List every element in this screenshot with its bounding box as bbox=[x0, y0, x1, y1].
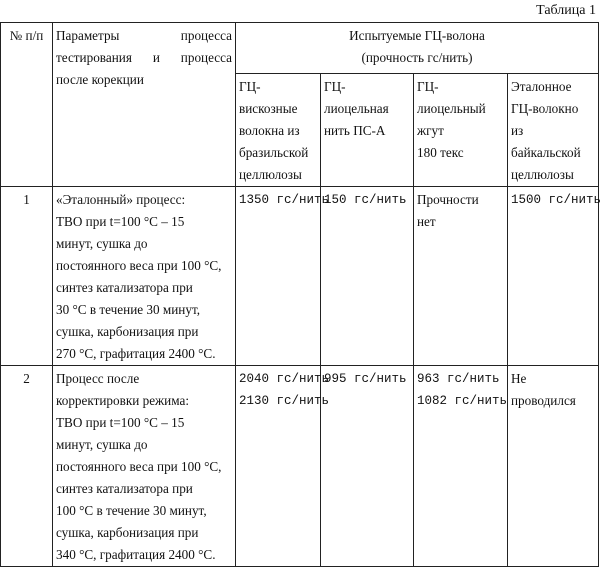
row-num: 2 bbox=[1, 366, 53, 567]
cell-line: «Эталонный» процесс: bbox=[56, 192, 186, 207]
row-num: 1 bbox=[1, 187, 53, 366]
cell-line: Эталонное bbox=[511, 79, 572, 94]
cell-line: вискозные bbox=[239, 101, 298, 116]
row-col2 bbox=[321, 187, 414, 366]
cell-line: ГЦ- bbox=[239, 79, 261, 94]
cell-line: лиоцельный bbox=[417, 101, 486, 116]
header-row bbox=[1, 23, 599, 74]
header-col3 bbox=[414, 74, 508, 187]
cell-line: бразильской bbox=[239, 145, 309, 160]
cell-line: ТВО при t=100 °С – 15 bbox=[56, 415, 185, 430]
row-params bbox=[53, 187, 236, 366]
row-col1 bbox=[236, 366, 330, 567]
row-col3 bbox=[414, 187, 508, 366]
header-col1 bbox=[236, 74, 321, 187]
cell-line: ГЦ-волокно bbox=[511, 101, 579, 116]
cell-line: целлюлозы bbox=[239, 167, 302, 182]
cell-line: волокна из bbox=[239, 123, 300, 138]
cell-line: 1350 гс/нить bbox=[239, 193, 330, 207]
cell-line: нить ПС-А bbox=[324, 123, 386, 138]
cell-line: ГЦ- bbox=[324, 79, 346, 94]
cell-line: сушка, карбонизация при bbox=[56, 525, 199, 540]
cell-line: проводился bbox=[511, 393, 576, 408]
cell-line: 1082 гс/нить bbox=[417, 394, 508, 408]
cell-line: минут, сушка до bbox=[56, 437, 148, 452]
cell-line: жгут bbox=[417, 123, 444, 138]
cell-line: ТВО при t=100 °С – 15 bbox=[56, 214, 185, 229]
cell-line: 100 °С в течение 30 минут, bbox=[56, 503, 207, 518]
row-params bbox=[53, 366, 236, 567]
cell-line: Не bbox=[511, 371, 527, 386]
cell-line: целлюлозы bbox=[511, 167, 574, 182]
table-row bbox=[1, 187, 599, 366]
header-group-title: Испытуемые ГЦ-волона bbox=[349, 28, 485, 43]
results-table bbox=[0, 22, 602, 567]
cell-line: сушка, карбонизация при bbox=[56, 324, 199, 339]
cell-line: 150 гс/нить bbox=[324, 193, 407, 207]
row-col3 bbox=[414, 366, 508, 567]
cell-line: 995 гс/нить bbox=[324, 372, 407, 386]
cell-line: 180 текс bbox=[417, 145, 464, 160]
cell-line: Процесс после bbox=[56, 371, 140, 386]
cell-line: 2040 гс/нить bbox=[239, 372, 330, 386]
header-group-sub: (прочность гс/нить) bbox=[361, 50, 473, 65]
cell-line: постоянного веса при 100 °С, bbox=[56, 258, 222, 273]
cell-line: из bbox=[511, 123, 524, 138]
header-group bbox=[236, 23, 599, 74]
cell-line: корректировки режима: bbox=[56, 393, 189, 408]
row-col4 bbox=[508, 366, 599, 567]
cell-line: 340 °С, графитация 2400 °С. bbox=[56, 547, 216, 562]
cell-line: ГЦ- bbox=[417, 79, 439, 94]
cell-line: минут, сушка до bbox=[56, 236, 148, 251]
cell-line: Прочности bbox=[417, 192, 479, 207]
table-caption: Таблица 1 bbox=[536, 3, 596, 18]
header-col2 bbox=[321, 74, 414, 187]
cell-line: лиоцельная bbox=[324, 101, 389, 116]
header-col4 bbox=[508, 74, 599, 187]
cell-line: 270 °С, графитация 2400 °С. bbox=[56, 346, 216, 361]
row-col4 bbox=[508, 187, 602, 366]
cell-line: синтез катализатора при bbox=[56, 481, 193, 496]
cell-line: постоянного веса при 100 °С, bbox=[56, 459, 222, 474]
cell-line: 2130 гс/нить bbox=[239, 394, 330, 408]
cell-line: нет bbox=[417, 214, 436, 229]
cell-line: синтез катализатора при bbox=[56, 280, 193, 295]
row-col2 bbox=[321, 366, 414, 567]
header-params: Параметры процесса тестирования и процесса после корекции bbox=[53, 23, 236, 187]
table-row bbox=[1, 366, 599, 567]
header-num: № п/п bbox=[1, 23, 53, 187]
cell-line: байкальской bbox=[511, 145, 581, 160]
row-col1 bbox=[236, 187, 330, 366]
cell-line: 30 °С в течение 30 минут, bbox=[56, 302, 201, 317]
cell-line: 1500 гс/нить bbox=[511, 193, 602, 207]
cell-line: 963 гс/нить bbox=[417, 372, 500, 386]
